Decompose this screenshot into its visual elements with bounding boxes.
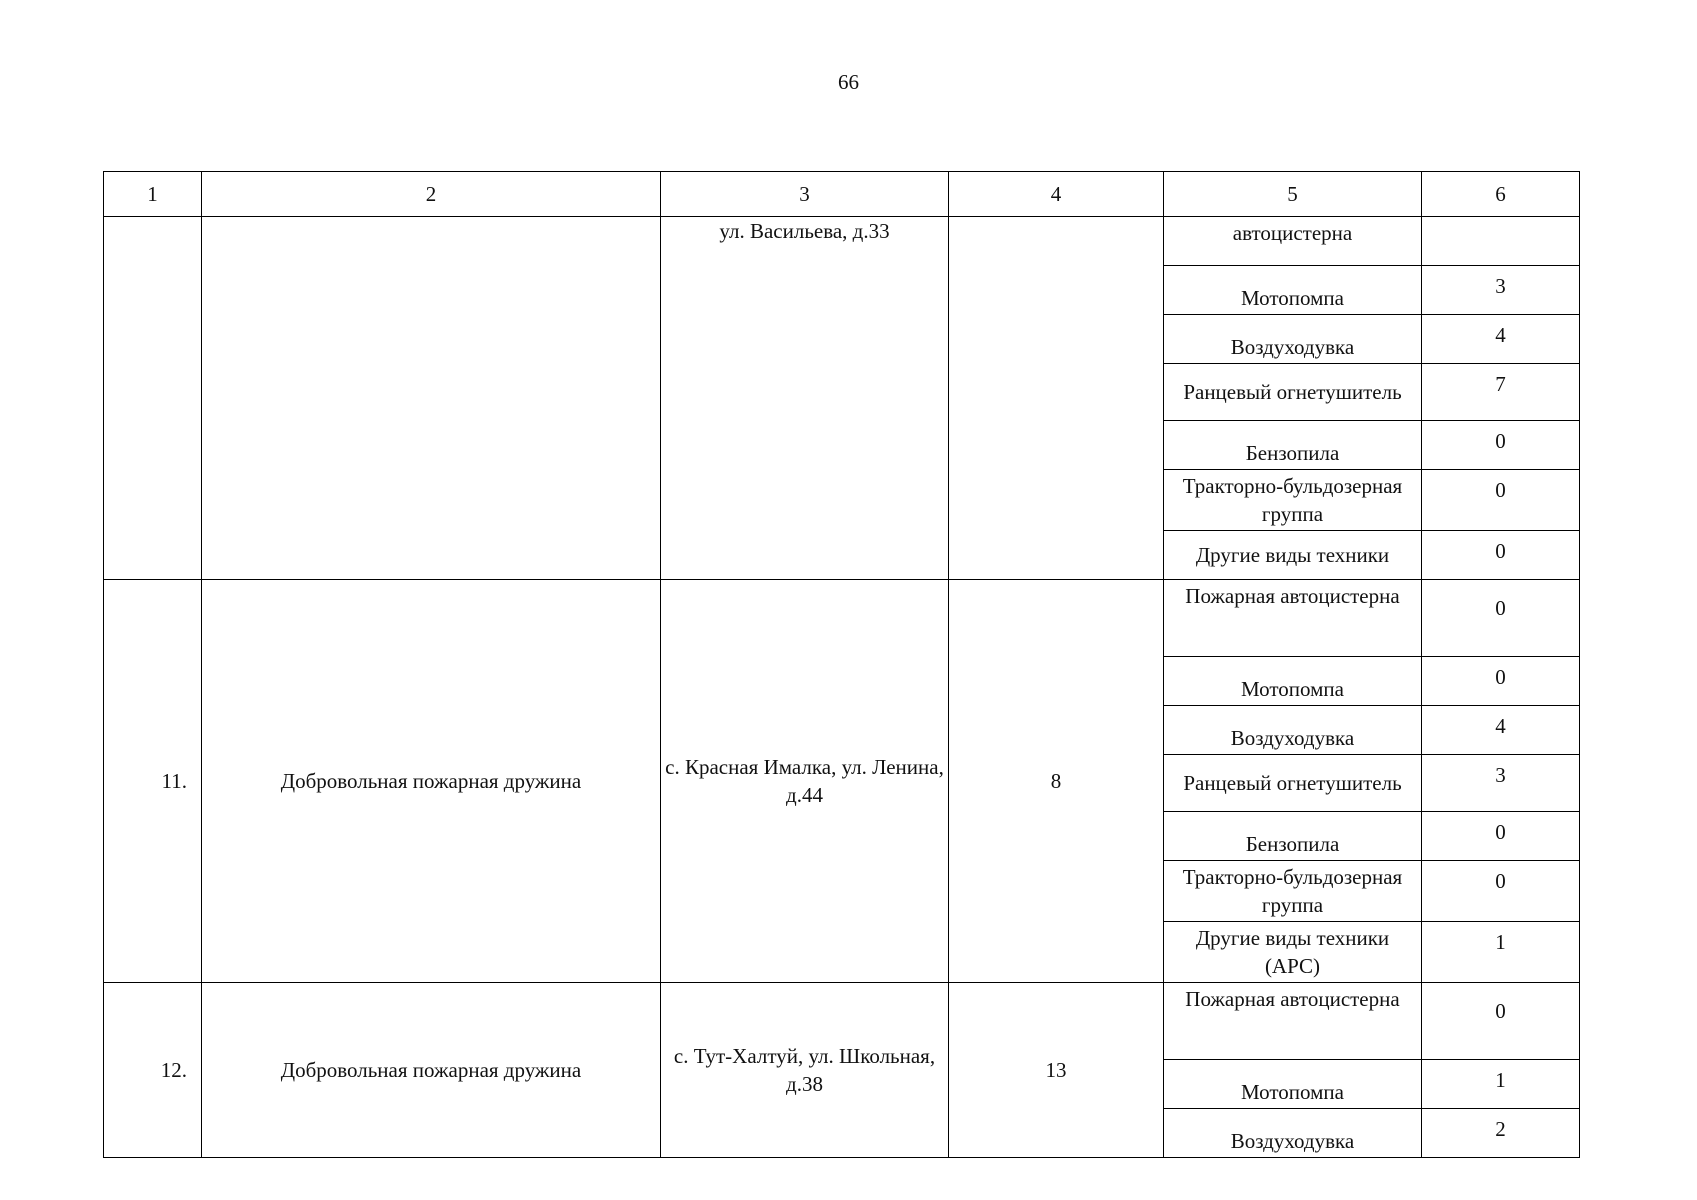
equipment-name: Бензопила bbox=[1164, 812, 1422, 861]
equipment-name: Другие виды техники (АРС) bbox=[1164, 922, 1422, 983]
equipment-name: Мотопомпа bbox=[1164, 657, 1422, 706]
cell-name: Добровольная пожарная дружина bbox=[202, 580, 661, 983]
cell-name bbox=[202, 217, 661, 580]
header-cell: 1 bbox=[104, 172, 202, 217]
table-row bbox=[104, 580, 1580, 657]
cell-address: с. Красная Ималка, ул. Ленина, д.44 bbox=[661, 580, 949, 983]
equipment-qty: 0 bbox=[1422, 421, 1580, 470]
equipment-name: автоцистерна bbox=[1164, 217, 1422, 266]
cell-count: 13 bbox=[949, 983, 1164, 1158]
equipment-qty: 0 bbox=[1422, 861, 1580, 922]
equipment-name: Пожарная автоцистерна bbox=[1164, 580, 1422, 657]
equipment-name: Воздуходувка bbox=[1164, 706, 1422, 755]
equipment-qty: 4 bbox=[1422, 706, 1580, 755]
cell-num bbox=[104, 217, 202, 580]
equipment-qty: 3 bbox=[1422, 755, 1580, 812]
equipment-name: Мотопомпа bbox=[1164, 1060, 1422, 1109]
equipment-name: Ранцевый огнетушитель bbox=[1164, 364, 1422, 421]
equipment-qty: 0 bbox=[1422, 470, 1580, 531]
equipment-qty: 1 bbox=[1422, 922, 1580, 983]
equipment-name: Воздуходувка bbox=[1164, 1109, 1422, 1158]
header-row bbox=[104, 172, 1580, 217]
header-cell: 3 bbox=[661, 172, 949, 217]
equipment-name: Пожарная автоцистерна bbox=[1164, 983, 1422, 1060]
cell-count bbox=[949, 217, 1164, 580]
equipment-qty bbox=[1422, 217, 1580, 266]
equipment-qty: 0 bbox=[1422, 812, 1580, 861]
table-row bbox=[104, 217, 1580, 266]
equipment-qty: 0 bbox=[1422, 983, 1580, 1060]
equipment-qty: 2 bbox=[1422, 1109, 1580, 1158]
cell-address: ул. Васильева, д.33 bbox=[661, 217, 949, 580]
equipment-qty: 4 bbox=[1422, 315, 1580, 364]
equipment-name: Бензопила bbox=[1164, 421, 1422, 470]
header-cell: 4 bbox=[949, 172, 1164, 217]
equipment-name: Мотопомпа bbox=[1164, 266, 1422, 315]
cell-num: 12. bbox=[104, 983, 202, 1158]
equipment-qty: 7 bbox=[1422, 364, 1580, 421]
equipment-qty: 1 bbox=[1422, 1060, 1580, 1109]
equipment-name: Воздуходувка bbox=[1164, 315, 1422, 364]
header-cell: 5 bbox=[1164, 172, 1422, 217]
equipment-qty: 0 bbox=[1422, 580, 1580, 657]
equipment-qty: 0 bbox=[1422, 657, 1580, 706]
page-number: 66 bbox=[838, 70, 859, 94]
cell-num: 11. bbox=[104, 580, 202, 983]
cell-address: с. Тут-Халтуй, ул. Школьная, д.38 bbox=[661, 983, 949, 1158]
equipment-name: Другие виды техники bbox=[1164, 531, 1422, 580]
brigades-table bbox=[103, 171, 1580, 1158]
header-cell: 2 bbox=[202, 172, 661, 217]
header-cell: 6 bbox=[1422, 172, 1580, 217]
cell-count: 8 bbox=[949, 580, 1164, 983]
equipment-qty: 3 bbox=[1422, 266, 1580, 315]
equipment-name: Тракторно-бульдозерная группа bbox=[1164, 470, 1422, 531]
equipment-qty: 0 bbox=[1422, 531, 1580, 580]
equipment-name: Тракторно-бульдозерная группа bbox=[1164, 861, 1422, 922]
cell-name: Добровольная пожарная дружина bbox=[202, 983, 661, 1158]
table-row bbox=[104, 983, 1580, 1060]
equipment-name: Ранцевый огнетушитель bbox=[1164, 755, 1422, 812]
